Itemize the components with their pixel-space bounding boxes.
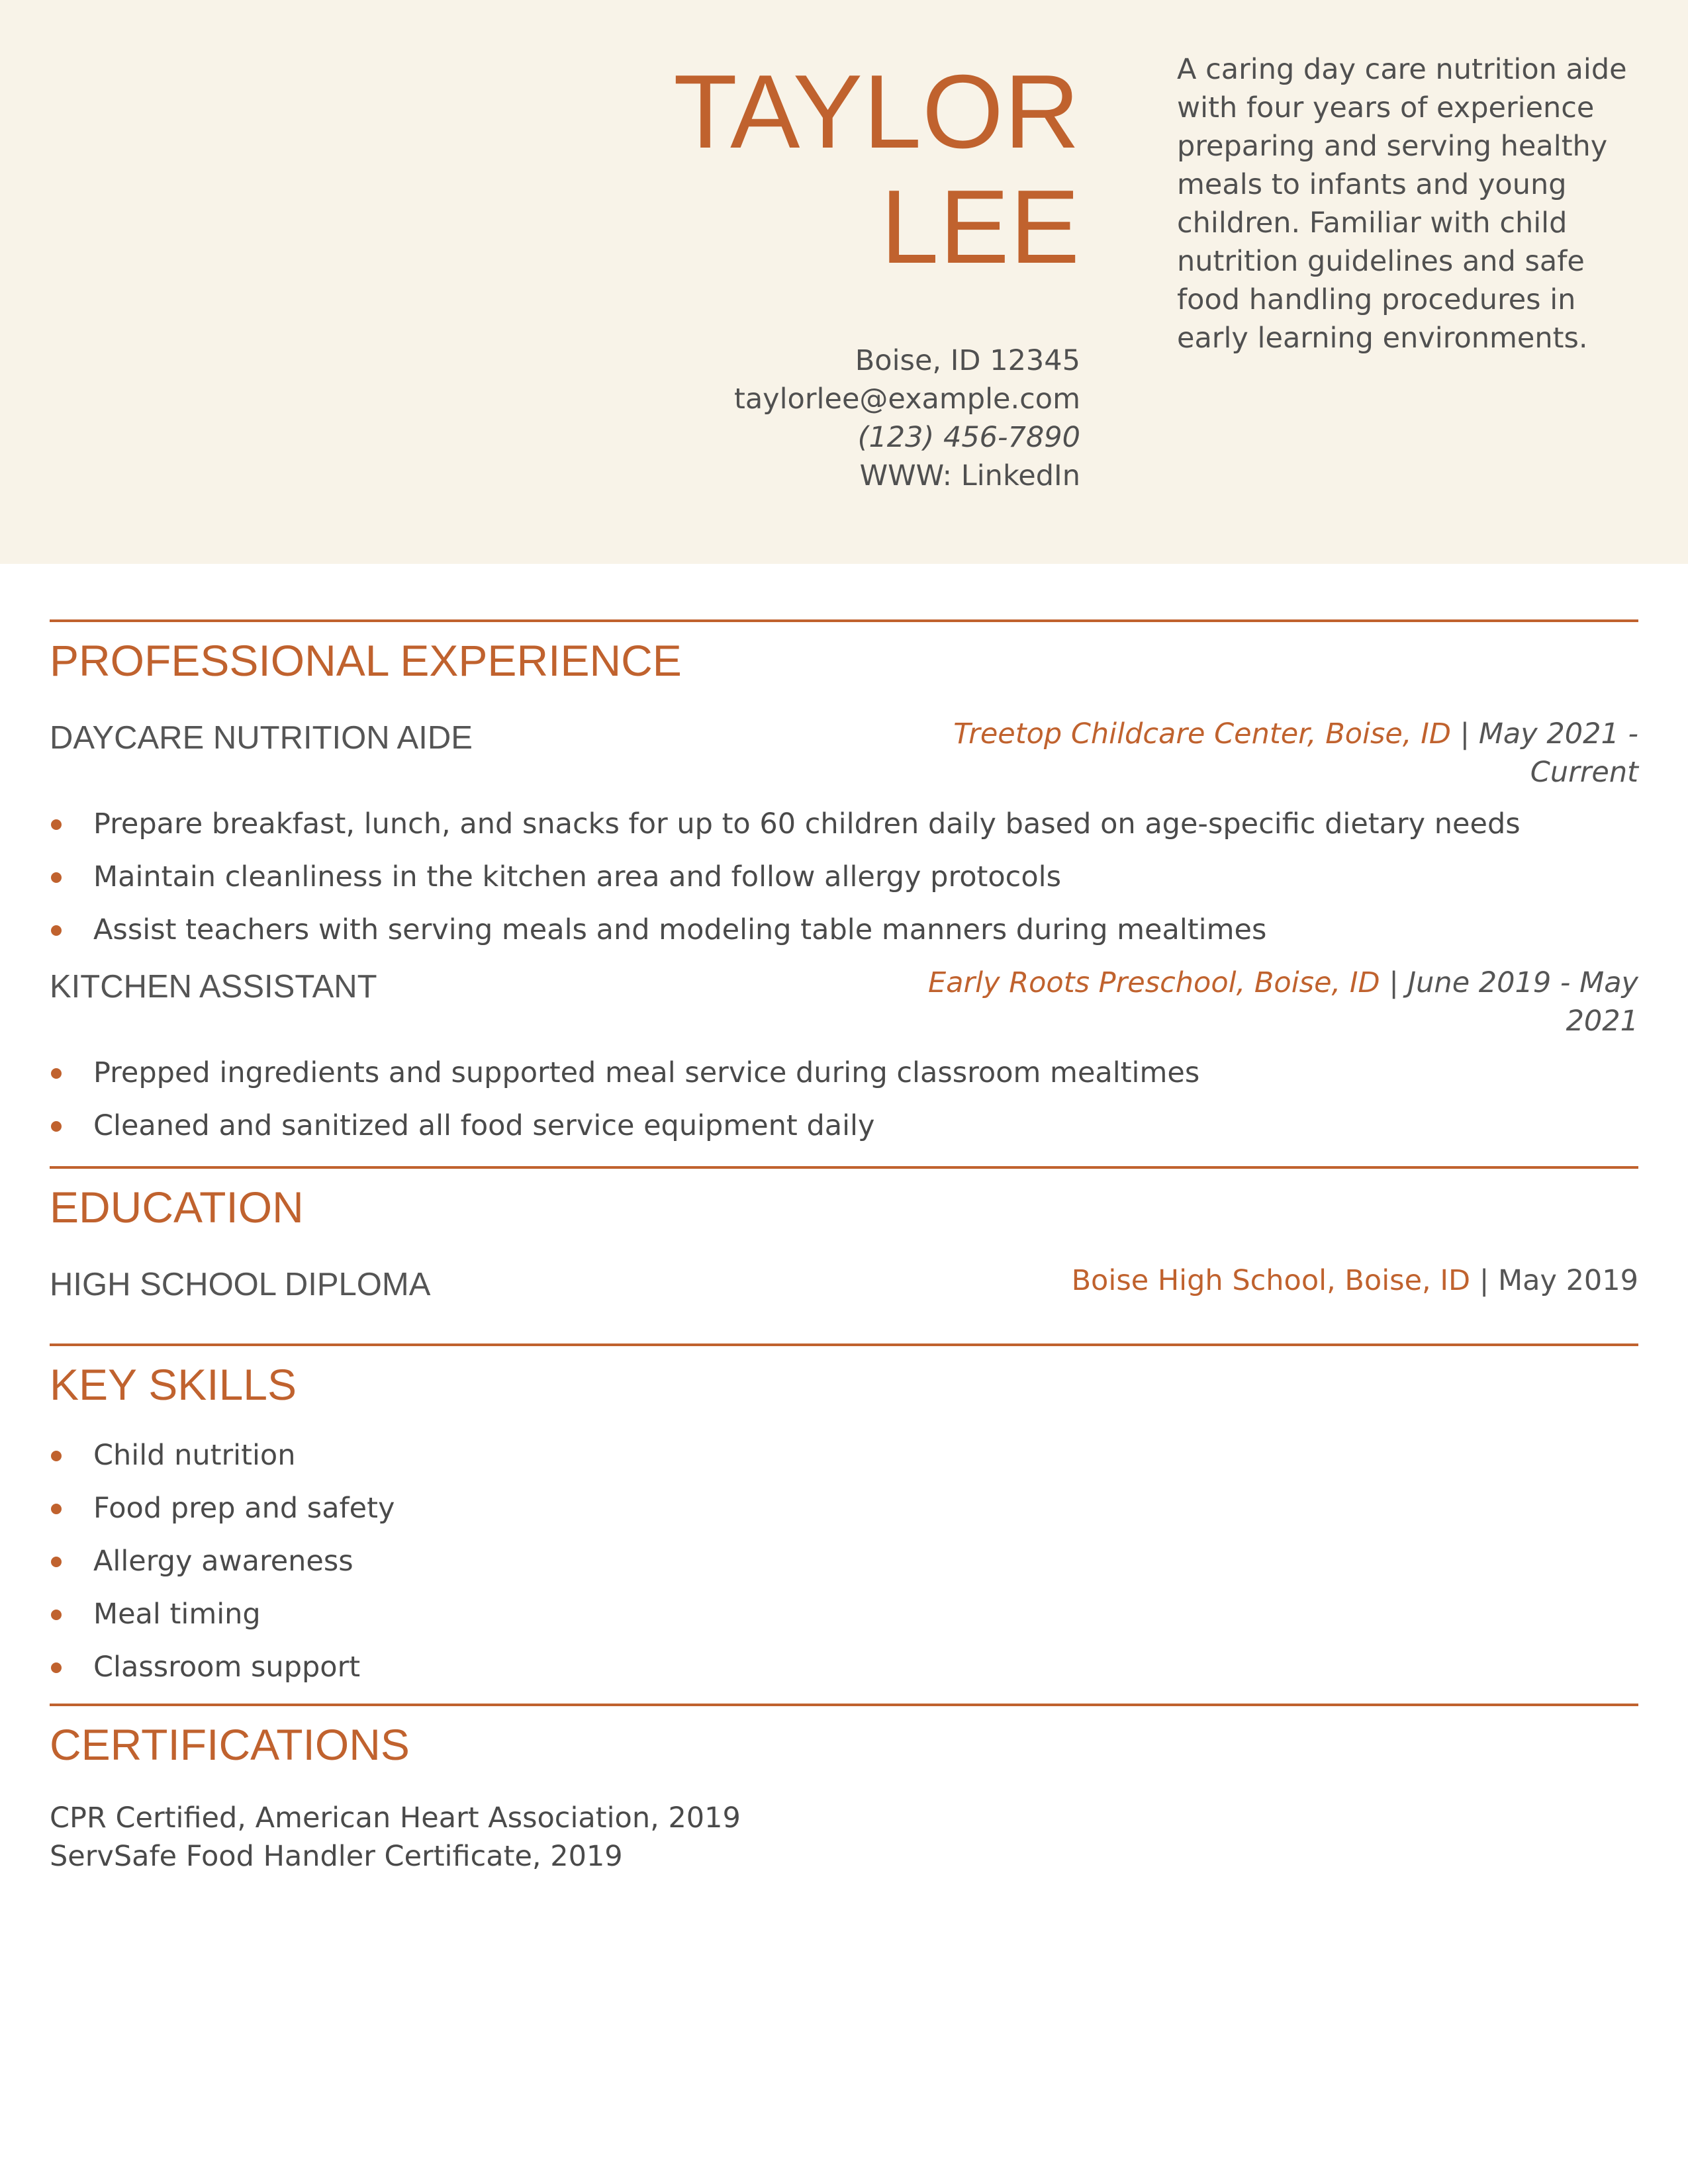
section-divider [50,619,1638,622]
job-bullets [50,1054,1638,1145]
job-title: KITCHEN ASSISTANT [50,969,377,1005]
resume-header [0,0,1688,564]
list-item: Prepped ingredients and supported meal service during classroom mealtimes [50,1054,1638,1092]
section-divider [50,1166,1638,1169]
degree: HIGH SCHOOL DIPLOMA [50,1267,431,1302]
section-title: PROFESSIONAL EXPERIENCE [50,636,682,685]
job-bullets [50,805,1638,949]
education-entry [50,1261,1638,1300]
location: Boise, ID 12345 [855,344,1080,377]
section-title: EDUCATION [50,1183,304,1232]
list-item: Child nutrition [50,1436,1638,1475]
professional-summary: A caring day care nutrition aide with four years of experience preparing and serving healthy meals to infants and young children. Familiar with child nutrition guidelines and safe food handling procedures in early learning environments. [1177,53,1627,355]
list-item: Meal timing [50,1595,1638,1633]
section-divider [50,1704,1638,1706]
certification-item: CPR Certified, American Heart Association, 2019 [50,1801,741,1835]
list-item: Cleaned and sanitized all food service equipment daily [50,1107,1638,1145]
education-meta [910,1261,1638,1300]
section-title: KEY SKILLS [50,1360,297,1409]
job-entry [50,715,1638,949]
certification-item: ServSafe Food Handler Certificate, 2019 [50,1840,623,1873]
list-item: Allergy awareness [50,1542,1638,1580]
phone: (123) 456-7890 [857,421,1080,454]
job-org: Treetop Childcare Center, Boise, ID [953,717,1451,751]
list-item: Classroom support [50,1648,1638,1686]
certifications-list [50,1799,1638,1876]
experience-section [50,619,1638,1145]
certifications-section [50,1704,1638,1876]
last-name: LEE [880,169,1080,285]
school: Boise High School, Boise, ID [1071,1264,1471,1297]
skills-section [50,1343,1638,1686]
education-section [50,1166,1638,1300]
separator: | [1470,1264,1498,1297]
job-meta [910,715,1638,792]
job-meta [910,964,1638,1040]
resume-body [50,619,1638,1876]
job-dates: June 2019 - May 2021 [1407,966,1638,1038]
candidate-name [673,54,1080,285]
job-org: Early Roots Preschool, Boise, ID [927,966,1380,999]
contact-info [734,341,1080,495]
list-item: Assist teachers with serving meals and modeling table manners during mealtimes [50,911,1638,949]
list-item: Prepare breakfast, lunch, and snacks for up to 60 children daily based on age-specific dietary needs [50,805,1638,843]
job-title: DAYCARE NUTRITION AIDE [50,720,473,756]
email-link[interactable]: taylorlee@example.com [733,383,1080,416]
separator: | [1450,717,1479,751]
linkedin-link[interactable]: WWW: LinkedIn [859,459,1080,492]
section-divider [50,1343,1638,1346]
job-dates: May 2021 - Current [1478,717,1638,789]
separator: | [1380,966,1408,999]
section-title: CERTIFICATIONS [50,1720,410,1769]
list-item: Maintain cleanliness in the kitchen area and follow allergy protocols [50,858,1638,896]
graduation-date: May 2019 [1498,1264,1638,1297]
list-item: Food prep and safety [50,1489,1638,1527]
first-name: TAYLOR [673,54,1080,170]
job-entry [50,964,1638,1145]
skills-list [50,1436,1638,1686]
